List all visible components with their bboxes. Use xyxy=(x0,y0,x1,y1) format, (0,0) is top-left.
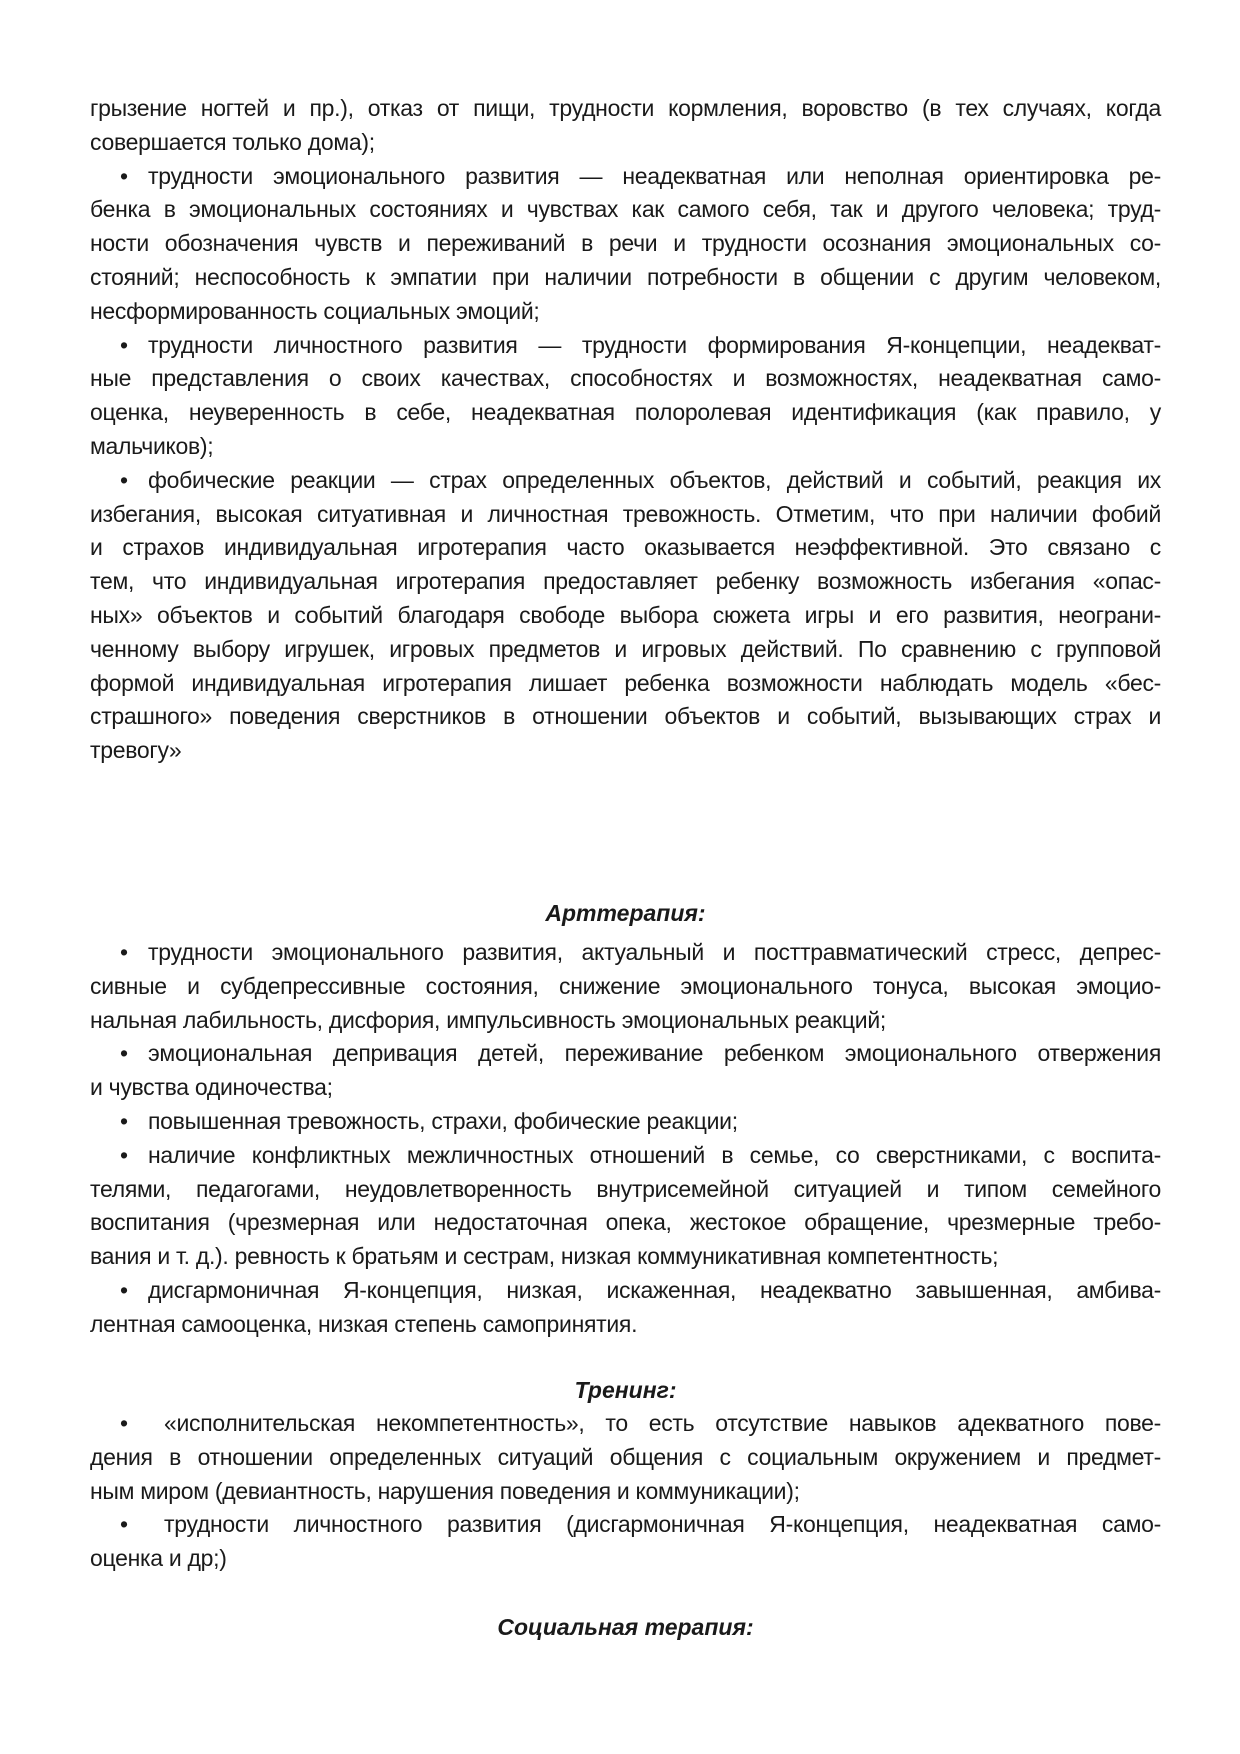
text-line xyxy=(90,1308,1161,1342)
line-text: мальчиков); xyxy=(90,432,214,459)
line-text: нальная лабильность, дисфория, импульсивность эмоциональных реакций; xyxy=(90,1006,886,1033)
text-line xyxy=(90,1071,1161,1105)
text-line xyxy=(90,970,1161,1004)
text-line xyxy=(90,498,1161,532)
bullet-icon: • xyxy=(120,1107,128,1134)
bullet-icon: • xyxy=(120,1276,128,1303)
text-line xyxy=(90,1240,1161,1274)
text-line xyxy=(90,1441,1161,1475)
line-text: эмоциональная депривация детей, переживание ребенком эмоционального отвержения xyxy=(148,1040,1161,1067)
line-text: повышенная тревожность, страхи, фобические реакции; xyxy=(148,1107,738,1134)
section-heading: Социальная терапия: xyxy=(497,1614,754,1640)
line-text: и чувства одиночества; xyxy=(90,1074,333,1101)
line-text: оценка и др;) xyxy=(90,1545,227,1572)
text-line xyxy=(90,667,1161,701)
text-line xyxy=(90,1206,1161,1240)
text-line xyxy=(90,126,1161,160)
text-line xyxy=(90,1508,1161,1542)
line-text: стояний; неспособность к эмпатии при наличии потребности в общении с другим человеком, xyxy=(90,263,1161,290)
text-line xyxy=(90,193,1161,227)
text-line xyxy=(90,92,1161,126)
bullet-icon: • xyxy=(120,1511,128,1538)
text-line xyxy=(90,430,1161,464)
text-line xyxy=(90,1037,1161,1071)
section-heading: Тренинг: xyxy=(574,1377,677,1403)
text-line xyxy=(90,633,1161,667)
text-line xyxy=(90,464,1161,498)
line-text: ным миром (девиантность, нарушения поведения и коммуникации); xyxy=(90,1477,800,1504)
text-line xyxy=(90,396,1161,430)
section-body xyxy=(90,1407,1161,1576)
line-text: «исполнительская некомпетентность», то есть отсутствие навыков адекватного пове- xyxy=(164,1410,1161,1436)
line-text: вания и т. д.). ревность к братьям и сестрам, низкая коммуникативная компетентность; xyxy=(90,1243,999,1270)
line-text: формой индивидуальная игротерапия лишает ребенка возможности наблюдать модель «бес- xyxy=(90,669,1161,696)
line-text: ности обозначения чувств и переживаний в речи и трудности осознания эмоциональных со- xyxy=(90,230,1161,257)
text-line xyxy=(90,700,1161,734)
text-line xyxy=(90,160,1161,194)
text-line xyxy=(90,329,1161,363)
line-text: трудности личностного развития — трудности формирования Я-концепции, неадекват- xyxy=(148,331,1161,358)
bullet-icon: • xyxy=(120,1040,128,1067)
line-text: ных» объектов и событий благодаря свободе выбора сюжета игры и его развития, неограни- xyxy=(90,601,1161,628)
line-text: грызение ногтей и пр.), отказ от пищи, трудности кормления, воровство (в тех случаях, когда xyxy=(90,95,1161,121)
text-line xyxy=(90,565,1161,599)
line-text: трудности личностного развития (дисгармоничная Я-концепция, неадекватная само- xyxy=(164,1511,1161,1538)
line-text: тревогу» xyxy=(90,737,182,764)
line-text: лентная самооценка, низкая степень самопринятия. xyxy=(90,1310,638,1337)
text-line xyxy=(90,1274,1161,1308)
text-line xyxy=(90,227,1161,261)
text-line xyxy=(90,1004,1161,1038)
text-line xyxy=(90,599,1161,633)
bullet-icon: • xyxy=(120,1410,128,1436)
line-text: страшного» поведения сверстников в отношении объектов и событий, вызывающих страх и xyxy=(90,703,1161,730)
text-line xyxy=(90,936,1161,970)
text-line xyxy=(90,1407,1161,1441)
line-text: дисгармоничная Я-концепция, низкая, искаженная, неадекватно завышенная, амбива- xyxy=(148,1276,1161,1303)
line-text: ные представления о своих качествах, способностях и возможностях, неадекватная само- xyxy=(90,365,1161,392)
text-line xyxy=(90,1542,1161,1576)
bullet-icon: • xyxy=(120,939,128,965)
line-text: ченному выбору игрушек, игровых предметов и игровых действий. По сравнению с групповой xyxy=(90,635,1161,662)
text-line xyxy=(90,1173,1161,1207)
section-heading: Арттерапия: xyxy=(545,900,706,926)
text-line xyxy=(90,734,1161,768)
line-text: фобические реакции — страх определенных объектов, действий и событий, реакция их xyxy=(148,466,1161,493)
text-line xyxy=(90,1105,1161,1139)
text-line xyxy=(90,531,1161,565)
line-text: несформированность социальных эмоций; xyxy=(90,297,540,324)
text-line xyxy=(90,295,1161,329)
bullet-icon: • xyxy=(120,1141,128,1168)
line-text: тем, что индивидуальная игротерапия предоставляет ребенку возможность избегания «опас- xyxy=(90,568,1161,595)
text-line xyxy=(90,261,1161,295)
text-line xyxy=(90,362,1161,396)
text-line xyxy=(90,1139,1161,1173)
bullet-icon: • xyxy=(120,466,128,493)
line-text: воспитания (чрезмерная или недостаточная опека, жестокое обращение, чрезмерные требо- xyxy=(90,1209,1161,1236)
line-text: дения в отношении определенных ситуаций общения с социальным окружением и предмет- xyxy=(90,1443,1161,1470)
text-line xyxy=(90,1475,1161,1509)
section-body xyxy=(90,936,1161,1342)
line-text: бенка в эмоциональных состояниях и чувствах как самого себя, так и другого человека; труд- xyxy=(90,196,1161,223)
line-text: избегания, высокая ситуативная и личностная тревожность. Отметим, что при наличии фобий xyxy=(90,500,1161,527)
line-text: совершается только дома); xyxy=(90,128,375,155)
bullet-icon: • xyxy=(120,331,128,358)
line-text: сивные и субдепрессивные состояния, снижение эмоционального тонуса, высокая эмоцио- xyxy=(90,972,1161,999)
bullet-icon: • xyxy=(120,162,128,189)
line-text: оценка, неуверенность в себе, неадекватная полоролевая идентификация (как правило, у xyxy=(90,399,1161,426)
line-text: трудности эмоционального развития, актуальный и посттравматический стресс, депрес- xyxy=(148,939,1161,965)
line-text: наличие конфликтных межличностных отношений в семье, со сверстниками, с воспита- xyxy=(148,1141,1161,1168)
line-text: и страхов индивидуальная игротерапия часто оказывается неэффективной. Это связано с xyxy=(90,534,1161,561)
line-text: трудности эмоционального развития — неадекватная или неполная ориентировка ре- xyxy=(148,162,1161,189)
section-body xyxy=(90,92,1161,768)
line-text: телями, педагогами, неудовлетворенность внутрисемейной ситуацией и типом семейного xyxy=(90,1175,1161,1202)
